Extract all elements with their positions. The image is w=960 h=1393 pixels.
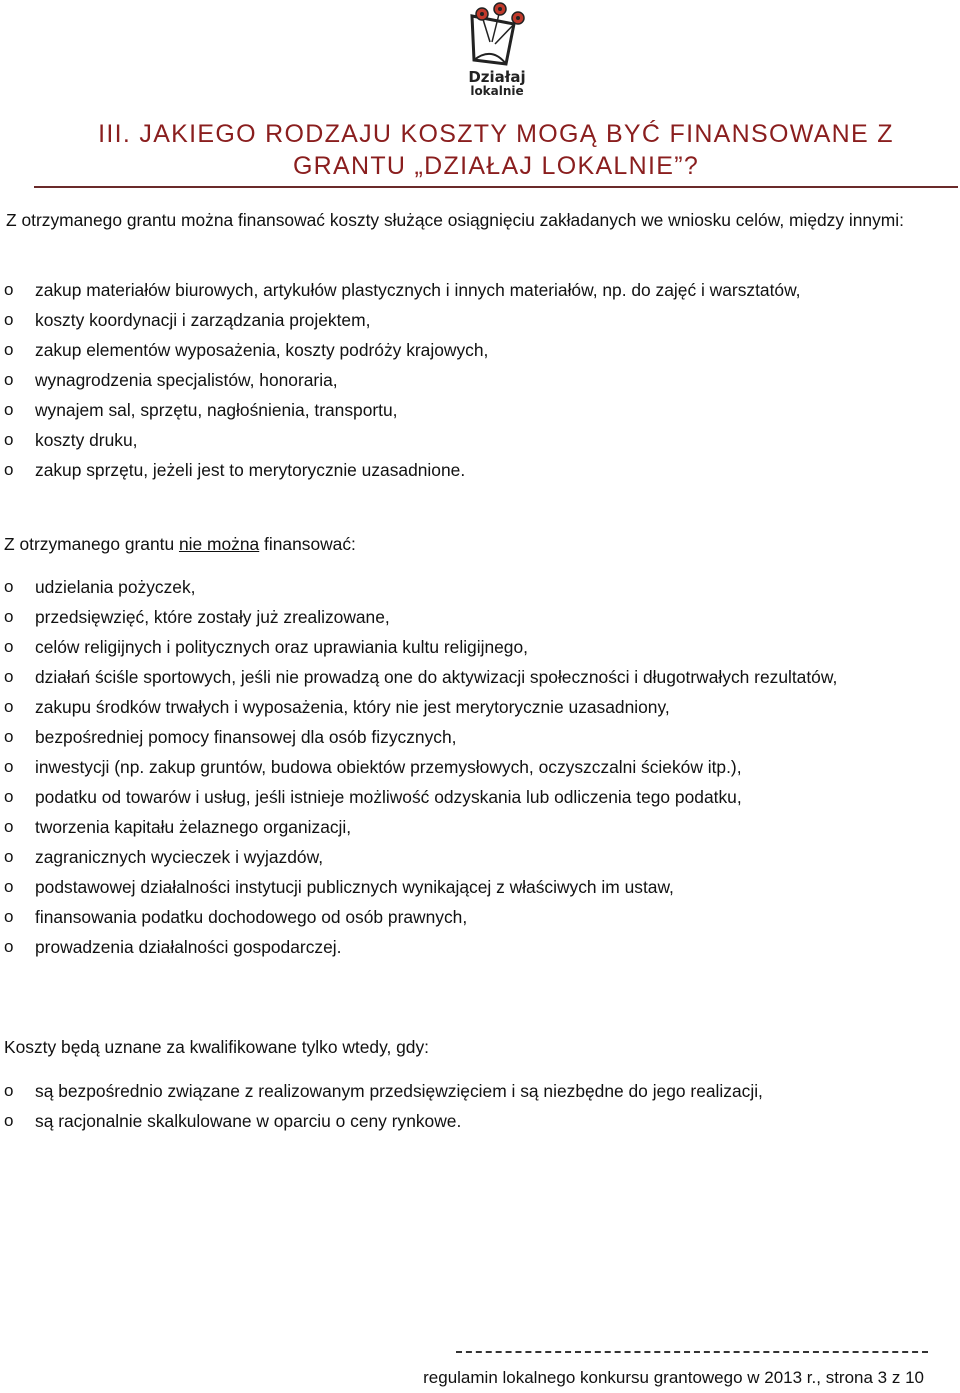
financed-list xyxy=(0,275,952,485)
list-item xyxy=(0,782,952,812)
list-item-text: finansowania podatku dochodowego od osób prawnych, xyxy=(35,907,468,927)
bullet-mark: o xyxy=(4,637,14,656)
list-item xyxy=(0,662,952,692)
list-item-text: tworzenia kapitału żelaznego organizacji, xyxy=(35,817,352,837)
list-item xyxy=(0,632,952,662)
bullet-mark: o xyxy=(4,370,14,389)
list-item xyxy=(0,365,952,395)
bullet-mark: o xyxy=(4,607,14,626)
bullet-mark: o xyxy=(4,847,14,866)
financed-intro: Z otrzymanego grantu można finansować koszty służące osiągnięciu zakładanych we wniosku celów, między innymi: xyxy=(6,210,904,230)
eligible-list xyxy=(0,1076,952,1136)
list-item-text: są bezpośrednio związane z realizowanym przedsięwzięciem i są niezbędne do jego realizacji, xyxy=(35,1081,763,1101)
list-item-text: wynagrodzenia specjalistów, honoraria, xyxy=(35,370,338,390)
bullet-mark: o xyxy=(4,727,14,746)
list-item-text: bezpośredniej pomocy finansowej dla osób fizycznych, xyxy=(35,727,457,747)
bullet-mark: o xyxy=(4,1111,14,1130)
page-title xyxy=(36,118,956,182)
dzialaj-lokalnie-logo xyxy=(462,2,532,98)
list-item-text: zakup elementów wyposażenia, koszty podróży krajowych, xyxy=(35,340,489,360)
list-item xyxy=(0,1076,952,1106)
logo-flowers-icon xyxy=(462,2,532,98)
list-item-text: przedsięwzięć, które zostały już zrealizowane, xyxy=(35,607,390,627)
bullet-mark: o xyxy=(4,877,14,896)
list-item xyxy=(0,932,952,962)
list-item xyxy=(0,812,952,842)
list-item-text: wynajem sal, sprzętu, nagłośnienia, transportu, xyxy=(35,400,398,420)
bullet-mark: o xyxy=(4,340,14,359)
bullet-mark: o xyxy=(4,937,14,956)
bullet-mark: o xyxy=(4,757,14,776)
bullet-mark: o xyxy=(4,907,14,926)
bullet-mark: o xyxy=(4,430,14,449)
title-divider xyxy=(34,186,958,188)
bullet-mark: o xyxy=(4,577,14,596)
bullet-mark: o xyxy=(4,280,14,299)
list-item-text: koszty koordynacji i zarządzania projektem, xyxy=(35,310,371,330)
list-item xyxy=(0,602,952,632)
heading-part: finansować: xyxy=(259,534,356,554)
page-title-line2: GRANTU „DZIAŁAJ LOKALNIE”? xyxy=(292,152,700,180)
eligible-heading: Koszty będą uznane za kwalifikowane tylko wtedy, gdy: xyxy=(4,1037,430,1057)
not-financed-heading xyxy=(4,529,356,559)
bullet-mark: o xyxy=(4,400,14,419)
page-footer: regulamin lokalnego konkursu grantowego w 2013 r., strona 3 z 10 xyxy=(423,1368,924,1387)
bullet-mark: o xyxy=(4,697,14,716)
logo-text-line1: Działaj xyxy=(468,68,526,86)
list-item-text: zakupu środków trwałych i wyposażenia, który nie jest merytorycznie uzasadniony, xyxy=(35,697,670,717)
list-item-text: inwestycji (np. zakup gruntów, budowa obiektów przemysłowych, oczyszczalni ścieków itp.), xyxy=(35,757,742,777)
list-item xyxy=(0,455,952,485)
list-item-text: podatku od towarów i usług, jeśli istnieje możliwość odzyskania lub odliczenia tego podatku, xyxy=(35,787,742,807)
list-item xyxy=(0,1106,952,1136)
heading-underlined-part: nie można xyxy=(178,534,260,554)
list-item-text: zagranicznych wycieczek i wyjazdów, xyxy=(35,847,324,867)
list-item-text: działań ściśle sportowych, jeśli nie prowadzą one do aktywizacji społeczności i długotrwałych rezultatów, xyxy=(35,667,838,687)
not-financed-list xyxy=(0,572,952,962)
list-item xyxy=(0,275,952,305)
page-title-line1: III. JAKIEGO RODZAJU KOSZTY MOGĄ BYĆ FINANSOWANE Z xyxy=(98,120,894,148)
heading-part: Z otrzymanego grantu xyxy=(4,534,179,554)
list-item xyxy=(0,722,952,752)
bullet-mark: o xyxy=(4,460,14,479)
list-item xyxy=(0,572,952,602)
list-item-text: prowadzenia działalności gospodarczej. xyxy=(35,937,342,957)
bullet-mark: o xyxy=(4,667,14,686)
list-item xyxy=(0,842,952,872)
list-item xyxy=(0,752,952,782)
footer-divider xyxy=(456,1351,928,1353)
list-item xyxy=(0,692,952,722)
bullet-mark: o xyxy=(4,817,14,836)
bullet-mark: o xyxy=(4,1081,14,1100)
list-item-text: zakup materiałów biurowych, artykułów plastycznych i innych materiałów, np. do zajęć i warsztatów, xyxy=(35,280,801,300)
bullet-mark: o xyxy=(4,310,14,329)
list-item-text: koszty druku, xyxy=(35,430,138,450)
list-item xyxy=(0,305,952,335)
list-item xyxy=(0,425,952,455)
list-item-text: celów religijnych i politycznych oraz uprawiania kultu religijnego, xyxy=(35,637,528,657)
list-item-text: zakup sprzętu, jeżeli jest to merytorycznie uzasadnione. xyxy=(35,460,466,480)
list-item xyxy=(0,902,952,932)
list-item xyxy=(0,335,952,365)
list-item-text: są racjonalnie skalkulowane w oparciu o ceny rynkowe. xyxy=(35,1111,462,1131)
list-item-text: podstawowej działalności instytucji publicznych wynikającej z właściwych im ustaw, xyxy=(35,877,674,897)
list-item-text: udzielania pożyczek, xyxy=(35,577,196,597)
logo-text-line2: lokalnie xyxy=(470,84,524,98)
list-item xyxy=(0,395,952,425)
list-item xyxy=(0,872,952,902)
bullet-mark: o xyxy=(4,787,14,806)
